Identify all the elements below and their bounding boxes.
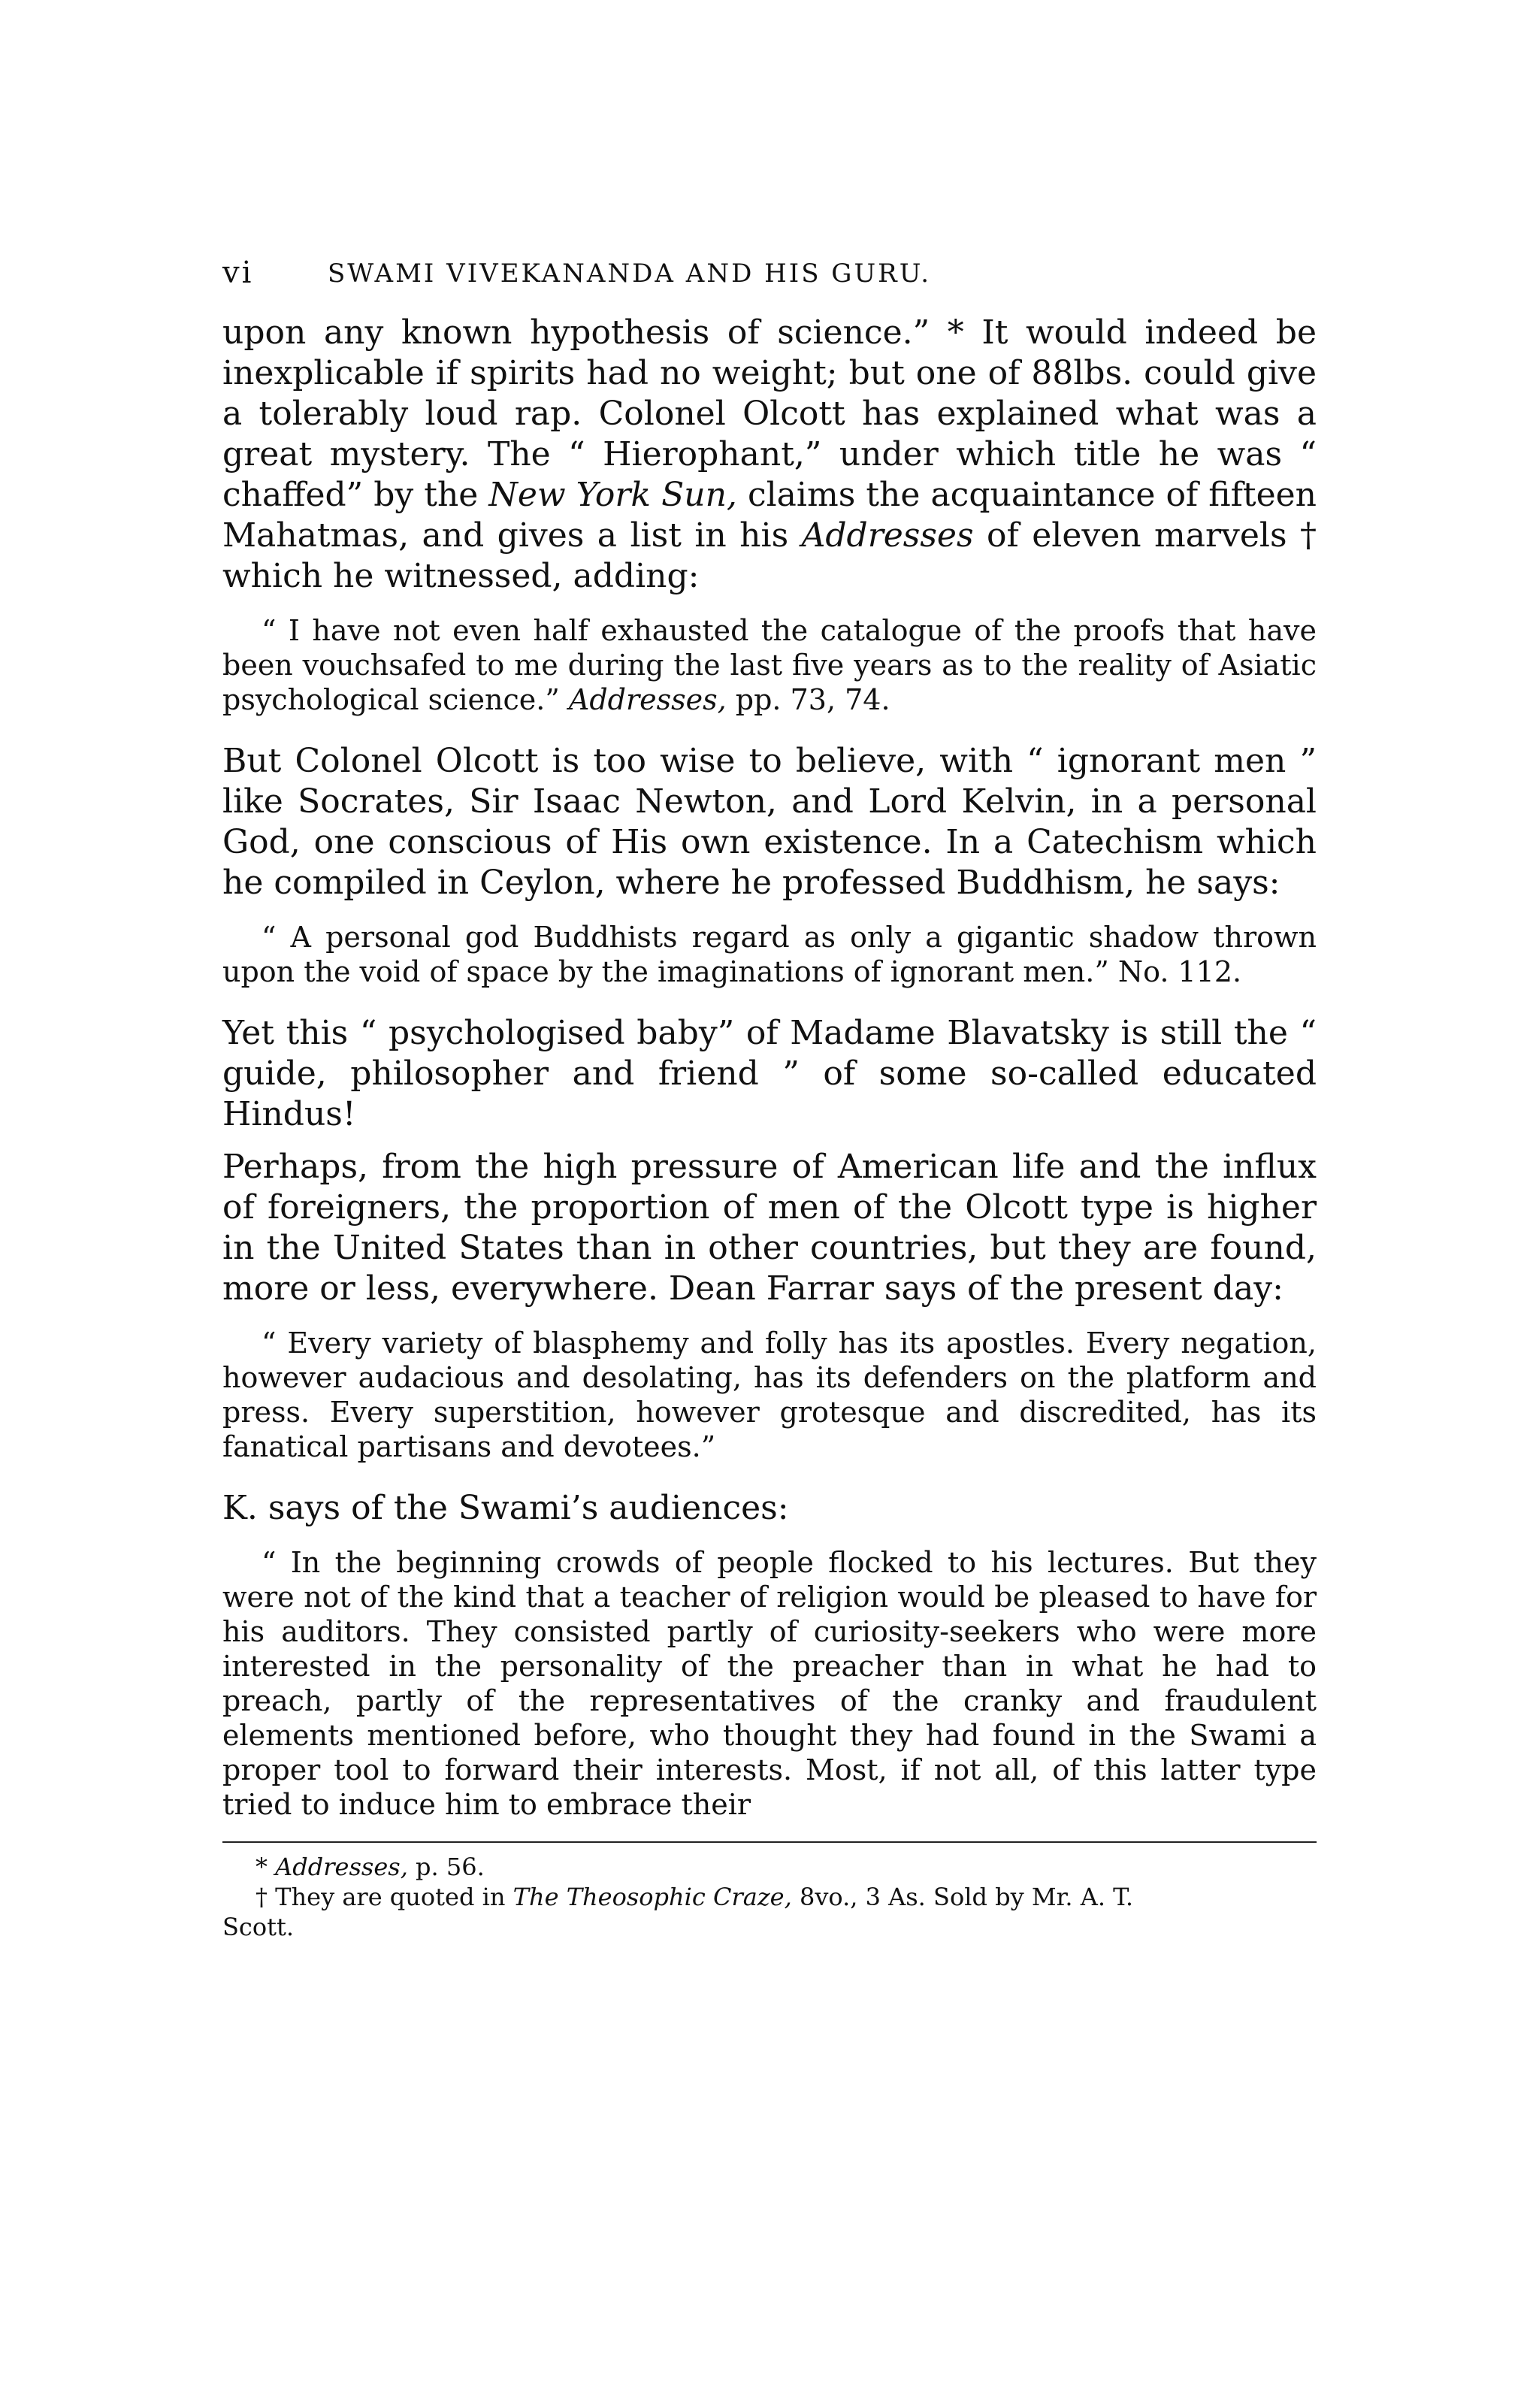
quote-1-source: Addresses, [568, 683, 727, 716]
footnote-2-text-a: † They are quoted in [255, 1883, 513, 1911]
quote-1 [222, 613, 1317, 717]
footnotes [222, 1852, 1317, 1942]
book-title-addresses: Addresses [801, 516, 974, 555]
quote-1-text: “ I have not even half exhausted the catalogue of the proofs that have been vouchsafed to me during the last five years as to the reality of Asiatic psychological science.” [222, 614, 1317, 716]
footnote-1-page: p. 56. [407, 1853, 485, 1881]
footnote-2-title: The Theosophic Craze, [512, 1883, 792, 1911]
paragraph-1-text-b: claims the acquaintance of fifteen Mahatmas, and gives a list in his [222, 476, 1317, 555]
footnote-1 [222, 1852, 1317, 1882]
running-head [222, 256, 1317, 301]
footnote-rule [222, 1841, 1317, 1843]
quote-1-pages: pp. 73, 74. [726, 683, 890, 716]
paragraph-1-text-a: upon any known hypothesis of science.” * It would indeed be inexplicable if spirits had no weight; but one of 88lbs. could give a tolerably loud rap. Colonel Olcott has explained what was a great mystery. The “ Hierophant,” under which title he was “ chaffed” by the [222, 313, 1317, 514]
newspaper-title: New York Sun, [488, 476, 737, 514]
quote-4: “ In the beginning crowds of people flocked to his lectures. But they were not of the kind that a teacher of religion would be pleased to have for his auditors. They consisted partly of curiosity-seekers who were more interested in the personality of the preacher than in what he had to preach, partly of the representatives of the cranky and fraudulent elements mentioned before, who thought they had found in the Swami a proper tool to forward their interests. Most, if not all, of this latter type tried to induce him to embrace their [222, 1546, 1317, 1821]
running-title: SWAMI VIVEKANANDA AND HIS GURU. [328, 259, 932, 289]
footnote-2-continued: Scott. [222, 1913, 294, 1941]
page-number: vi [222, 256, 254, 290]
page-content [222, 256, 1317, 1942]
footnote-2-text-b: 8vo., 3 As. Sold by Mr. A. T. [791, 1883, 1133, 1911]
footnote-2 [222, 1882, 1317, 1912]
paragraph-5: K. says of the Swami’s audiences: [222, 1489, 789, 1527]
paragraph-3: Yet this “ psychologised baby” of Madame Blavatsky is still the “ guide, philosopher and friend ” of some so-called educated Hindus! [222, 1014, 1317, 1133]
quote-2: “ A personal god Buddhists regard as only a gigantic shadow thrown upon the void of space by the imaginations of ignorant men.” No. 112. [222, 921, 1317, 988]
paragraph-2: But Colonel Olcott is too wise to believe, with “ ignorant men ” like Socrates, Sir Isaac Newton, and Lord Kelvin, in a personal God, one conscious of His own existence. In a Catechism which he compiled in Ceylon, where he professed Buddhism, he says: [222, 742, 1317, 902]
quote-3: “ Every variety of blasphemy and folly has its apostles. Every negation, however audacious and desolating, has its defenders on the platform and press. Every superstition, however grotesque and discredited, has its fanatical partisans and devotees.” [222, 1327, 1317, 1463]
paragraph-1-text-c: of eleven marvels † which he witnessed, adding: [222, 516, 1317, 595]
paragraph-1 [222, 313, 1317, 597]
footnote-1-title: Addresses, [275, 1853, 408, 1881]
footnote-1-mark: * [255, 1853, 276, 1881]
paragraph-4: Perhaps, from the high pressure of American life and the influx of foreigners, the proportion of men of the Olcott type is higher in the United States than in other countries, but they are found, more or less, everywhere. Dean Farrar says of the present day: [222, 1148, 1317, 1308]
